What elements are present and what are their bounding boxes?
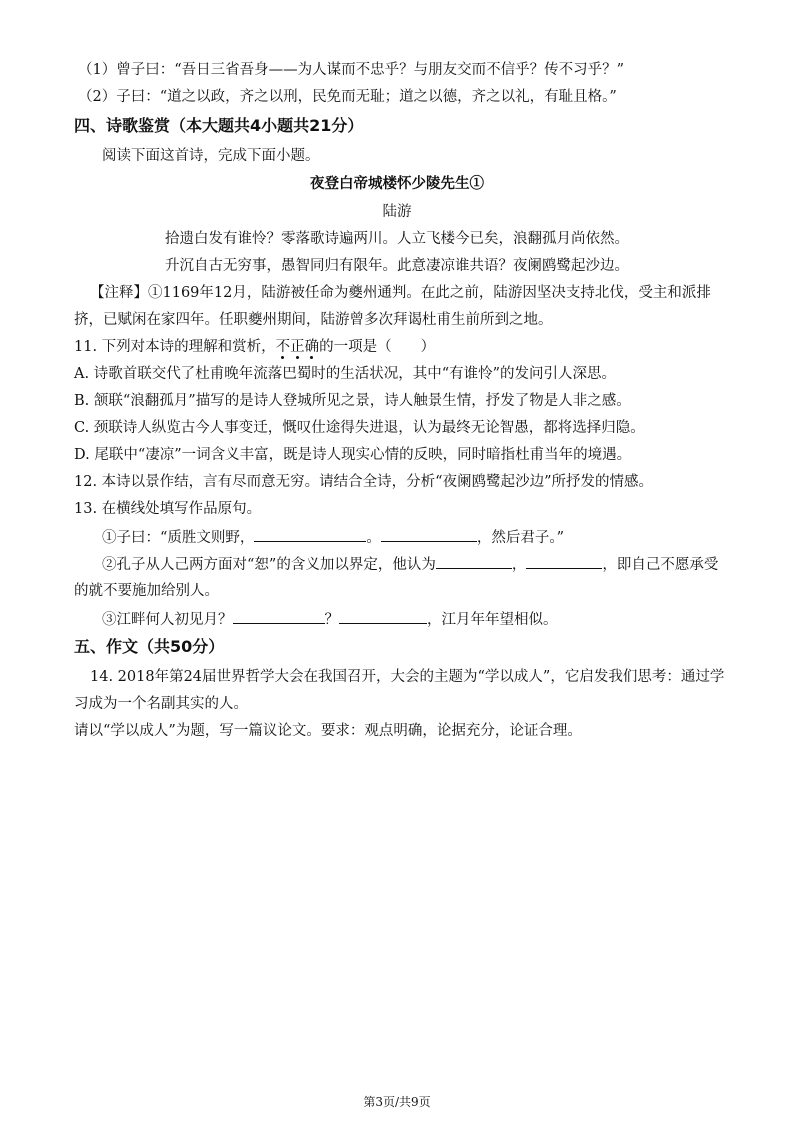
- question-11-option-b: B. 颔联“浪翻孤月”描写的是诗人登城所见之景，诗人触景生情，抒发了物是人非之感。: [74, 393, 631, 409]
- answer-blank[interactable]: [233, 609, 325, 624]
- section4-intro: 阅读下面这首诗，完成下面小题。: [102, 148, 320, 164]
- question-13-item-2-text-a: ②孔子从人己两方面对“恕”的含义加以界定，他认为: [102, 557, 436, 573]
- section3-question-1: （1）曾子曰：“吾日三省吾身——为人谋而不忠乎？与朋友交而不信乎？传不习乎？”: [78, 62, 625, 78]
- emphasis-char: 确: [304, 339, 320, 355]
- question-11-prefix: 11. 下列对本诗的理解和赏析，: [74, 339, 276, 355]
- poem-line-1: 拾遗白发有谁怜？零落歌诗遍两川。人立飞楼今已矣，浪翻孤月尚依然。: [165, 231, 629, 247]
- poem-annotation-line-2: 挤，已赋闲在家四年。任职夔州期间，陆游曾多次拜谒杜甫生前所到之地。: [74, 312, 553, 328]
- poem-title-note: ①: [469, 175, 484, 192]
- answer-blank[interactable]: [381, 527, 477, 542]
- question-11-suffix: 的一项是（ ）: [319, 339, 436, 355]
- question-11-option-a: A. 诗歌首联交代了杜甫晚年流落巴蜀时的生活状况，其中“有谁怜”的发问引人深思。: [74, 366, 617, 382]
- emphasis-char: 不: [275, 339, 291, 355]
- question-11-option-c: C. 颈联诗人纵览古今人事变迁，慨叹仕途得失进退，认为最终无论智愚，都将选择归隐。: [74, 420, 645, 436]
- page-number: 第3页/共9页: [363, 1095, 431, 1109]
- section4-heading: 四、诗歌鉴赏（本大题共4小题共21分）: [74, 116, 364, 135]
- question-11-stem: [74, 337, 435, 357]
- answer-blank[interactable]: [339, 609, 427, 624]
- question-13-item-1-text-c: ，然后君子。”: [476, 530, 565, 546]
- question-14-line-3: 请以“学以成人”为题，写一篇议论文。要求：观点明确，论据充分，论证合理。: [74, 723, 582, 739]
- emphasis-char: 正: [290, 339, 305, 355]
- poem-author: 陆游: [382, 204, 412, 220]
- question-13-stem: 13. 在横线处填写作品原句。: [74, 501, 262, 517]
- question-14-line-2: 习成为一个名副其实的人。: [74, 696, 248, 712]
- question-13-item-1-text-b: 。: [366, 530, 381, 546]
- section3-question-2: （2）子曰：“道之以政，齐之以刑，民免而无耻；道之以德，齐之以礼，有耻且格。”: [78, 89, 617, 105]
- poem-line-2: 升沉自古无穷事，愚智同归有限年。此意凄凉谁共语？夜阑鸥鹭起沙边。: [165, 258, 629, 274]
- question-11-option-d: D. 尾联中“凄凉”一词含义丰富，既是诗人现实心情的反映，同时暗指杜甫当年的境遇。: [74, 447, 632, 463]
- question-13-item-1-text-a: ①子曰：“质胜文则野，: [102, 530, 255, 546]
- question-13-item-2-text-b: ，: [511, 557, 527, 573]
- poem-annotation-line-1: 【注释】①1169年12月，陆游被任命为夔州通判。在此之前，陆游因坚决支持北伐，受主和派排: [90, 285, 711, 301]
- question-13-item-3-text-b: ？: [324, 612, 339, 628]
- question-12: 12. 本诗以景作结，言有尽而意无穷。请结合全诗，分析“夜阑鸥鹭起沙边”所抒发的情感。: [74, 474, 653, 490]
- question-13-item-2: [102, 554, 718, 575]
- poem-title-text: 夜登白帝城楼怀少陵先生: [310, 175, 470, 192]
- question-11-emphasis: [276, 339, 320, 355]
- question-13-item-3-text-c: ，江月年年望相似。: [427, 612, 558, 628]
- question-13-item-1: [102, 527, 564, 548]
- question-13-item-2-continued: 的就不要施加给别人。: [74, 583, 219, 599]
- question-14-line-1: 14. 2018年第24届世界哲学大会在我国召开，大会的主题为“学以成人”，它启发我们思考：通过学: [90, 669, 725, 685]
- question-11-emphasis-text: [276, 339, 320, 355]
- answer-blank[interactable]: [436, 554, 512, 569]
- answer-blank[interactable]: [526, 554, 602, 569]
- question-13-item-3-text-a: ③江畔何人初见月？: [102, 612, 233, 628]
- answer-blank[interactable]: [254, 527, 366, 542]
- section5-heading: 五、作文（共50分）: [74, 637, 225, 656]
- question-13-item-3: [102, 609, 558, 630]
- question-13-item-2-text-c: ，即自己不愿承受: [602, 557, 719, 573]
- poem-title: [0, 174, 794, 194]
